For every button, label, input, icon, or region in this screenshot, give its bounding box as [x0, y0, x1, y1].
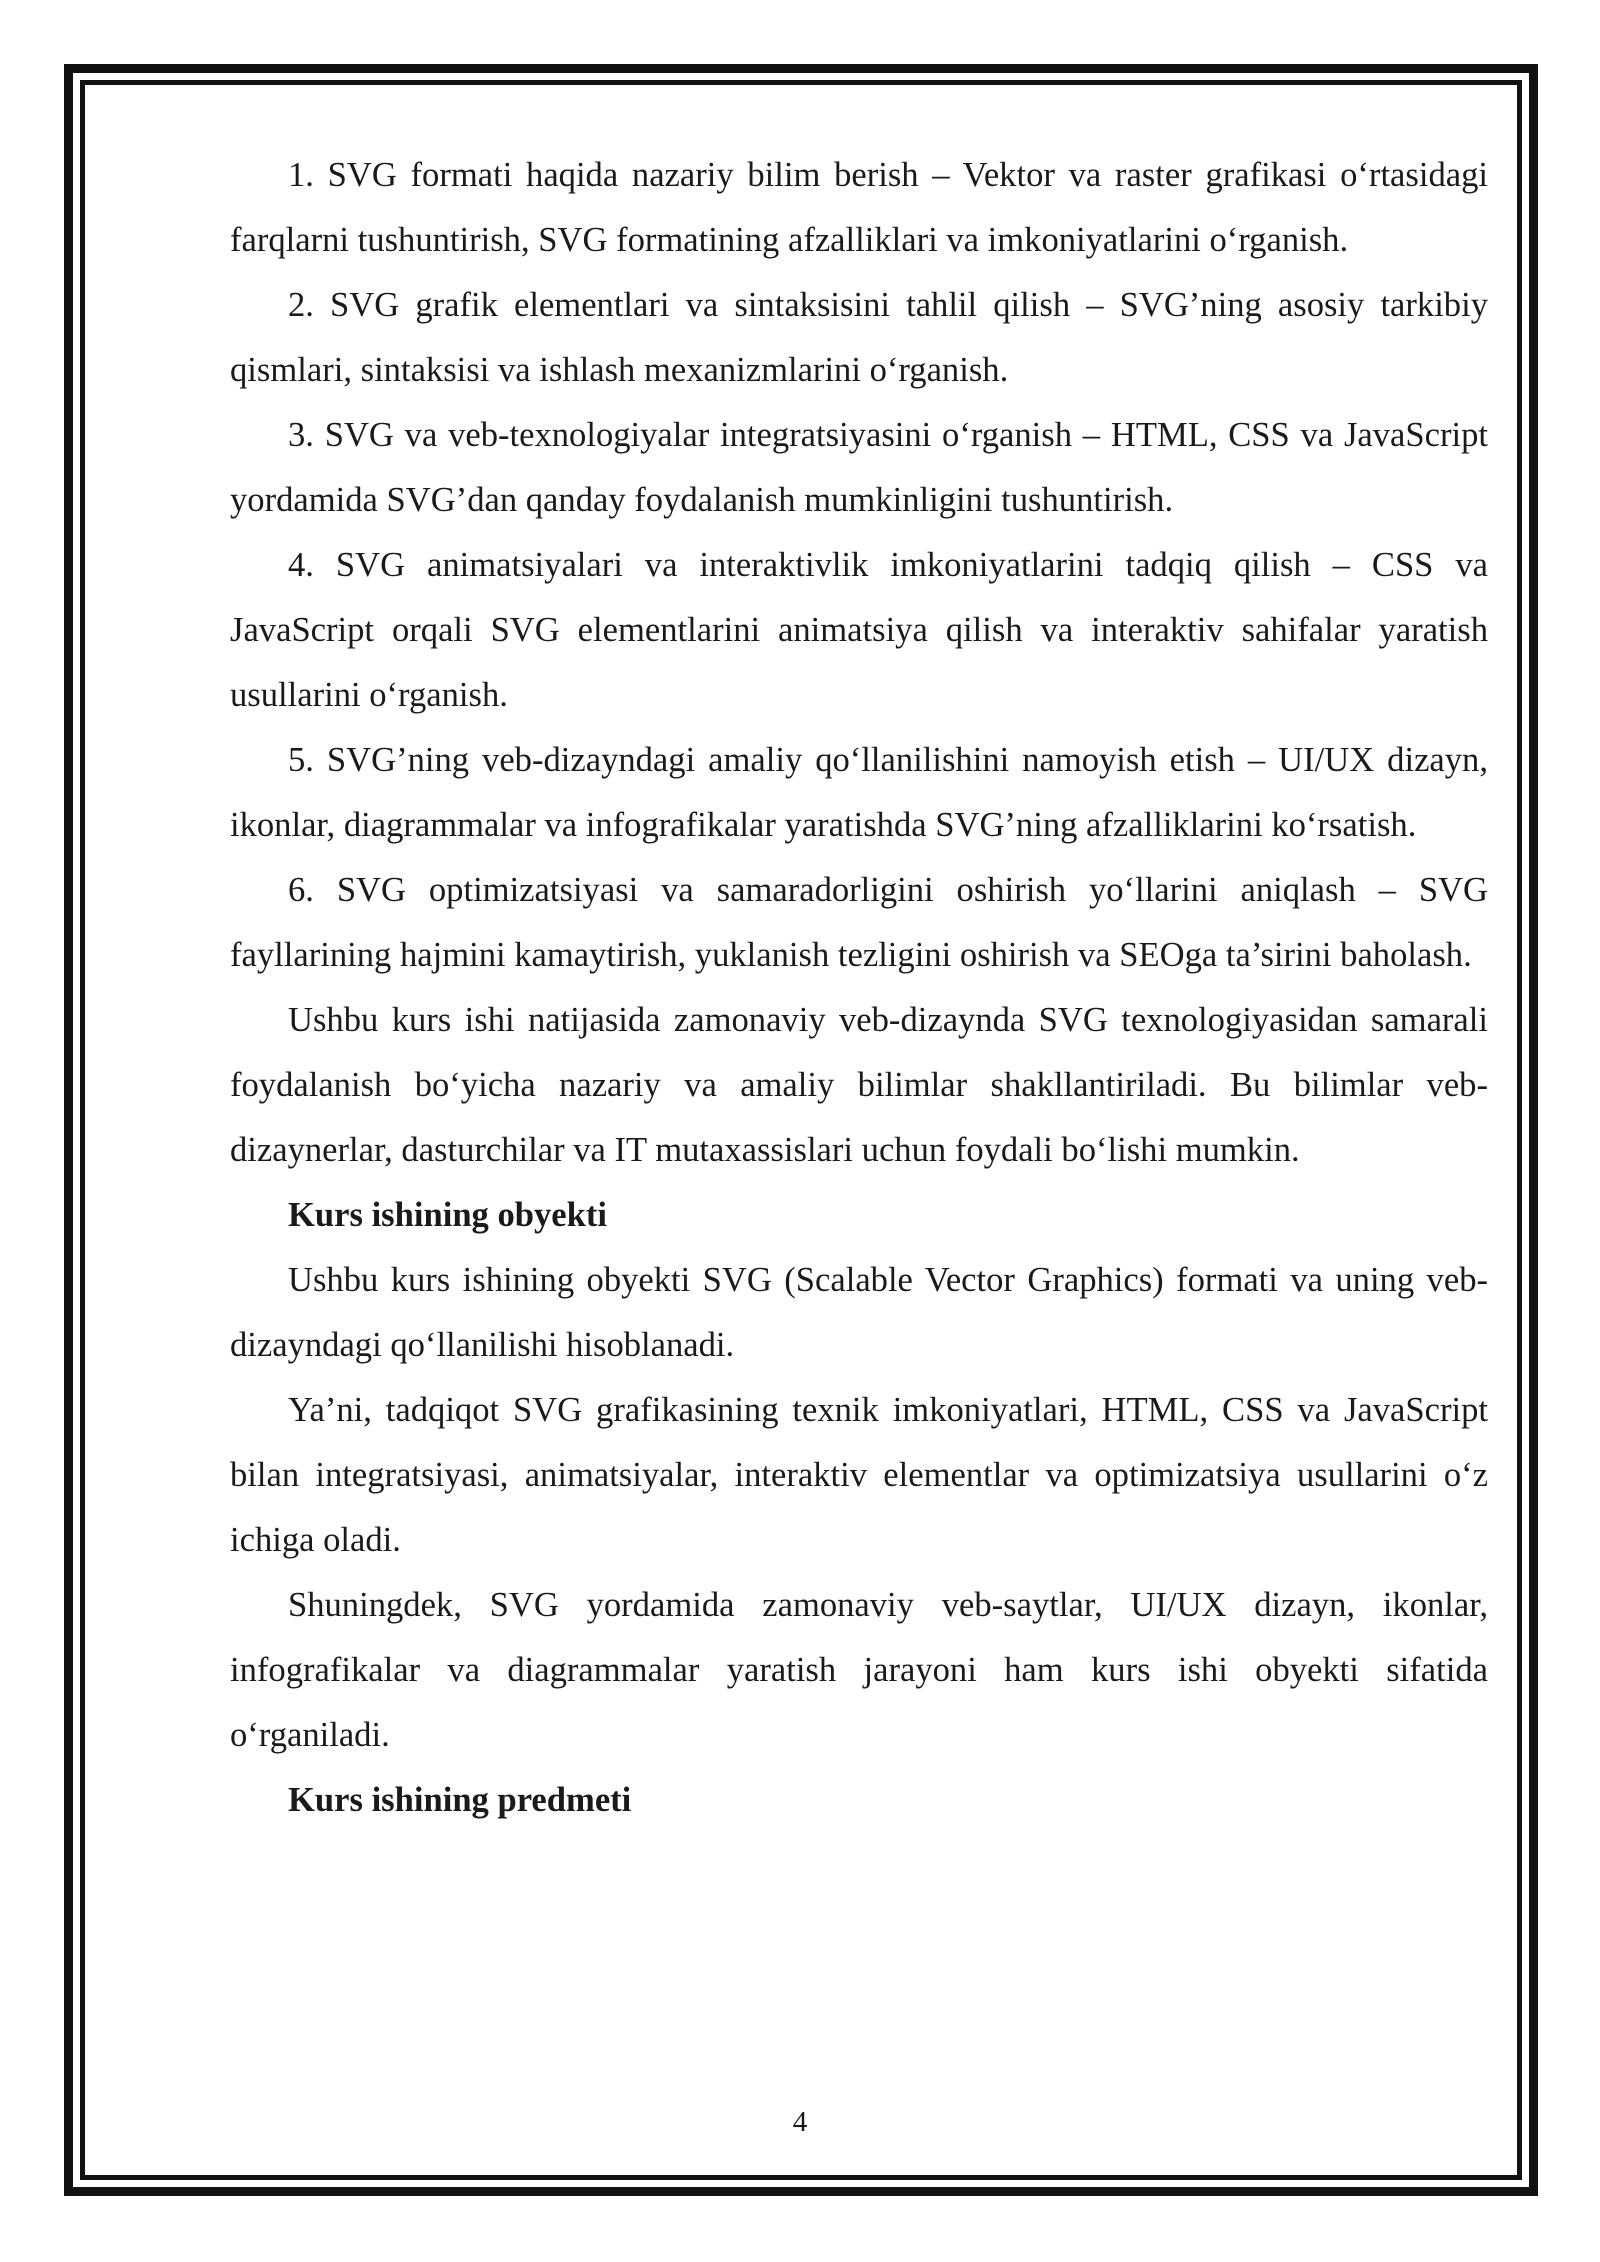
section-heading-subject: Kurs ishining predmeti	[288, 1781, 632, 1819]
object-paragraph-2: Ya’ni, tadqiqot SVG grafikasining texnik imkoniyatlari, HTML, CSS va JavaScript bilan integratsiyasi, animatsiyalar, interaktiv elementlar va optimizatsiya usullarini o‘z ichiga oladi.	[230, 1391, 1488, 1559]
objective-item-1: 1. SVG formati haqida nazariy bilim berish – Vektor va raster grafikasi o‘rtasidagi farqlarni tushuntirish, SVG formatining afzalliklari va imkoniyatlarini o‘rganish.	[230, 156, 1488, 259]
objective-item-6: 6. SVG optimizatsiyasi va samaradorligini oshirish yo‘llarini aniqlash – SVG fayllarining hajmini kamaytirish, yuklanish tezligini oshirish va SEOga ta’sirini baholash.	[230, 871, 1488, 974]
objective-item-2: 2. SVG grafik elementlari va sintaksisini tahlil qilish – SVG’ning asosiy tarkibiy qismlari, sintaksisi va ishlash mexanizmlarini o‘rganish.	[230, 286, 1488, 389]
summary-paragraph: Ushbu kurs ishi natijasida zamonaviy veb-dizaynda SVG texnologiyasidan samarali foydalanish bo‘yicha nazariy va amaliy bilimlar shakllantiriladi. Bu bilimlar veb-dizaynerlar, dasturchilar va IT mutaxassislari uchun foydali bo‘lishi mumkin.	[230, 1001, 1488, 1169]
objective-item-3: 3. SVG va veb-texnologiyalar integratsiyasini o‘rganish – HTML, CSS va JavaScript yordamida SVG’dan qanday foydalanish mumkinligini tushuntirish.	[230, 416, 1488, 519]
page-number: 4	[792, 2106, 808, 2138]
objective-item-4: 4. SVG animatsiyalari va interaktivlik imkoniyatlarini tadqiq qilish – CSS va JavaScript orqali SVG elementlarini animatsiya qilish va interaktiv sahifalar yaratish usullarini o‘rganish.	[230, 546, 1488, 714]
object-paragraph-1: Ushbu kurs ishining obyekti SVG (Scalable Vector Graphics) formati va uning veb-dizayndagi qo‘llanilishi hisoblanadi.	[230, 1261, 1488, 1364]
section-heading-object: Kurs ishining obyekti	[288, 1196, 607, 1234]
objective-item-5: 5. SVG’ning veb-dizayndagi amaliy qo‘llanilishini namoyish etish – UI/UX dizayn, ikonlar, diagrammalar va infografikalar yaratishda SVG’ning afzalliklarini ko‘rsatish.	[230, 741, 1488, 844]
object-paragraph-3: Shuningdek, SVG yordamida zamonaviy veb-saytlar, UI/UX dizayn, ikonlar, infografikalar va diagrammalar yaratish jarayoni ham kurs ishi obyekti sifatida o‘rganiladi.	[230, 1586, 1488, 1754]
document-body	[230, 143, 1488, 1833]
